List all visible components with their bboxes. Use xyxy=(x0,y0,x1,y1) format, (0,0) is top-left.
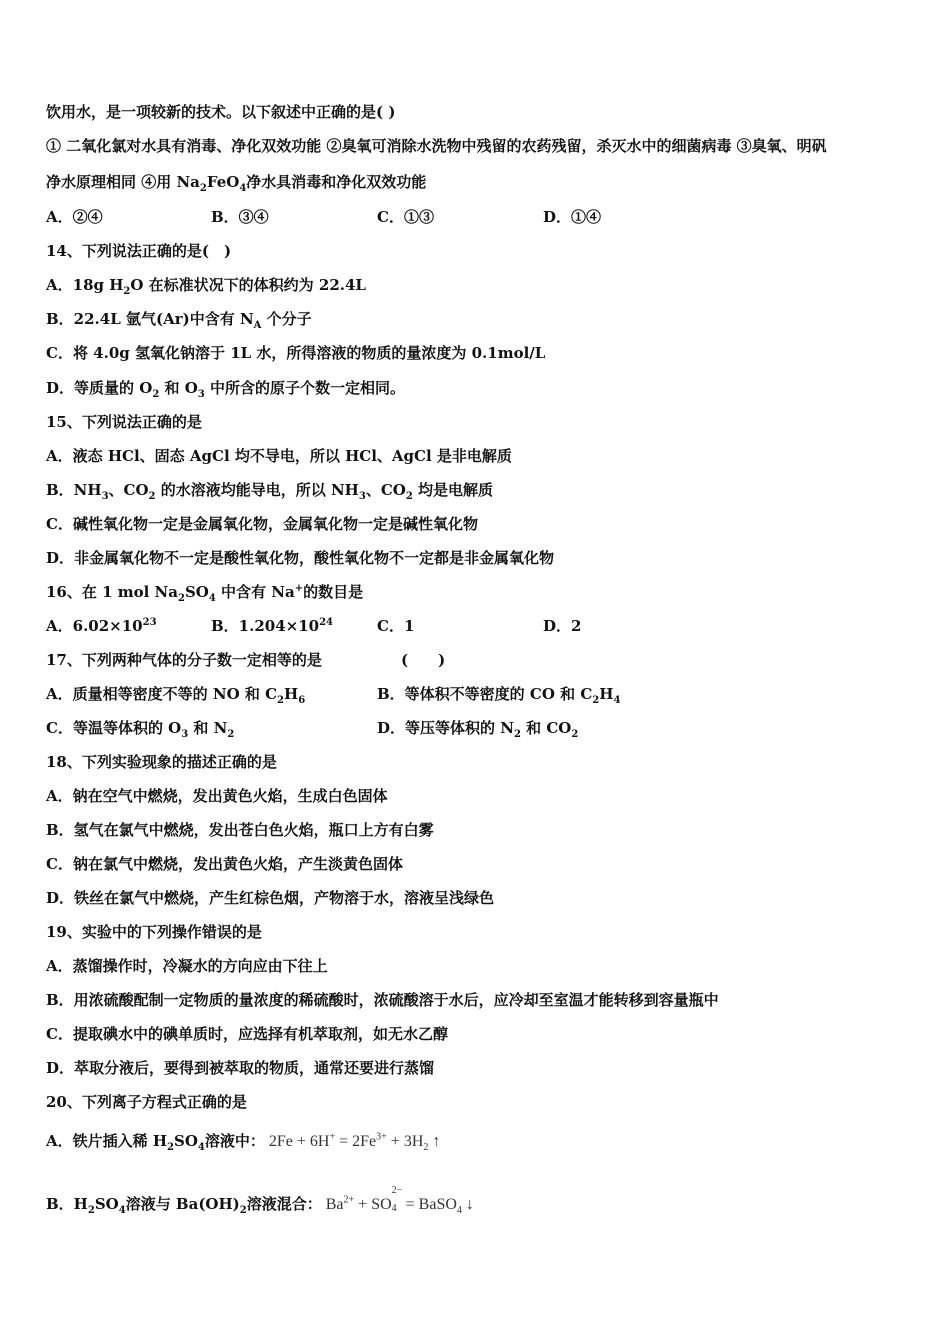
q20-stem: 20、下列离子方程式正确的是 xyxy=(46,1093,247,1111)
q18-option-c[interactable]: C．钠在氯气中燃烧，发出黄色火焰，产生淡黄色固体 xyxy=(46,855,403,873)
q13-option-c[interactable]: C．①③ xyxy=(377,208,434,226)
q14-option-c[interactable]: C．将 4.0g 氢氧化钠溶于 1L 水，所得溶液的物质的量浓度为 0.1mol/L xyxy=(46,344,546,362)
q16-option-a[interactable]: A．$6.02\times 10^{23}$ xyxy=(46,617,157,635)
q17-option-c[interactable]: C．等温等体积的 $O_3$ 和 $N_2$ xyxy=(46,719,235,740)
q16-option-c[interactable]: C．1 xyxy=(377,617,415,635)
q17-answer-paren: ( ) xyxy=(401,651,446,669)
q13-option-b[interactable]: B．③④ xyxy=(211,208,269,226)
q19-option-c[interactable]: C．提取碘水中的碘单质时，应选择有机萃取剂，如无水乙醇 xyxy=(46,1025,448,1043)
q19-option-d[interactable]: D．萃取分液后，要得到被萃取的物质，通常还要进行蒸馏 xyxy=(46,1059,435,1077)
q17-stem: 17、下列两种气体的分子数一定相等的是 ( ) xyxy=(46,651,446,669)
q15-option-d[interactable]: D．非金属氧化物不一定是酸性氧化物，酸性氧化物不一定都是非金属氧化物 xyxy=(46,549,555,567)
q17-option-d[interactable]: D．等压等体积的 $N_2$ 和 $CO_2$ xyxy=(377,719,579,740)
q18-option-a[interactable]: A．钠在空气中燃烧，发出黄色火焰，生成白色固体 xyxy=(46,787,388,805)
q20-option-a[interactable]: A．铁片插入稀 $H_2SO_4$溶液中： $2Fe + 6H^+ = 2Fe^{3+} + 3H_2$ ↑ xyxy=(46,1131,441,1154)
q15-option-a[interactable]: A．液态 HCl、固态 AgCl 均不导电，所以 HCl、AgCl 是非电解质 xyxy=(46,447,512,465)
q15-option-b[interactable]: B．$NH_3$、$CO_2$ 的水溶液均能导电，所以 $NH_3$、$CO_2$ 均是电解质 xyxy=(46,481,494,502)
q17-option-a[interactable]: A．质量相等密度不等的 NO 和 $C_2H_6$ xyxy=(46,685,306,706)
q18-option-b[interactable]: B．氢气在氯气中燃烧，发出苍白色火焰，瓶口上方有白雾 xyxy=(46,821,434,839)
q16-option-d[interactable]: D．2 xyxy=(543,617,582,635)
q20-b-equation: $Ba^{2+}$ + SO 2− 4 = BaSO$_4$ ↓ xyxy=(325,1185,474,1217)
q16-option-b[interactable]: B．$1.204\times 10^{24}$ xyxy=(211,617,334,635)
q19-stem: 19、实验中的下列操作错误的是 xyxy=(46,923,262,941)
q14-option-b[interactable]: B．22.4L 氩气(Ar)中含有 $N_A$ 个分子 xyxy=(46,310,312,331)
q14-stem: 14、下列说法正确的是( ) xyxy=(46,242,232,260)
q13-statements-line1: ① 二氧化氯对水具有消毒、净化双效功能 ②臭氧可消除水洗物中残留的农药残留，杀灭水中的细菌病毒 ③臭氧、明矾 xyxy=(46,137,827,155)
q20-a-equation: $2Fe + 6H^+ = 2Fe^{3+} + 3H_2$ ↑ xyxy=(268,1131,441,1154)
q14-option-d[interactable]: D．等质量的 $O_2$ 和 $O_3$ 中所含的原子个数一定相同。 xyxy=(46,379,405,400)
q13-option-a[interactable]: A．②④ xyxy=(46,208,103,226)
q19-option-b[interactable]: B．用浓硫酸配制一定物质的量浓度的稀硫酸时，浓硫酸溶于水后，应冷却至室温才能转移到容量瓶中 xyxy=(46,991,719,1009)
q15-option-c[interactable]: C．碱性氧化物一定是金属氧化物，金属氧化物一定是碱性氧化物 xyxy=(46,515,478,533)
q18-stem: 18、下列实验现象的描述正确的是 xyxy=(46,753,277,771)
q16-stem: 16、在 1 mol $Na_2SO_4$ 中含有 Na+的数目是 xyxy=(46,583,364,604)
q17-option-b[interactable]: B．等体积不等密度的 CO 和 $C_2H_4$ xyxy=(377,685,621,706)
q13-option-d[interactable]: D．①④ xyxy=(543,208,602,226)
q13-stem-tail: 饮用水，是一项较新的技术。以下叙述中正确的是( ) xyxy=(46,103,396,121)
q18-option-d[interactable]: D．铁丝在氯气中燃烧，产生红棕色烟，产物溶于水，溶液呈浅绿色 xyxy=(46,889,495,907)
q13-statements-line2: 净水原理相同 ④用 $Na_2FeO_4$净水具消毒和净化双效功能 xyxy=(46,173,427,194)
q19-option-a[interactable]: A．蒸馏操作时，冷凝水的方向应由下往上 xyxy=(46,957,328,975)
q15-stem: 15、下列说法正确的是 xyxy=(46,413,202,431)
q20-option-b[interactable]: B．$H_2SO_4$溶液与 $Ba(OH)_2$溶液混合： $Ba^{2+}$ + SO 2− 4 = BaSO$_4$ ↓ xyxy=(46,1185,474,1217)
q14-option-a[interactable]: A．18g $H_2O$ 在标准状况下的体积约为 22.4L xyxy=(46,276,366,297)
